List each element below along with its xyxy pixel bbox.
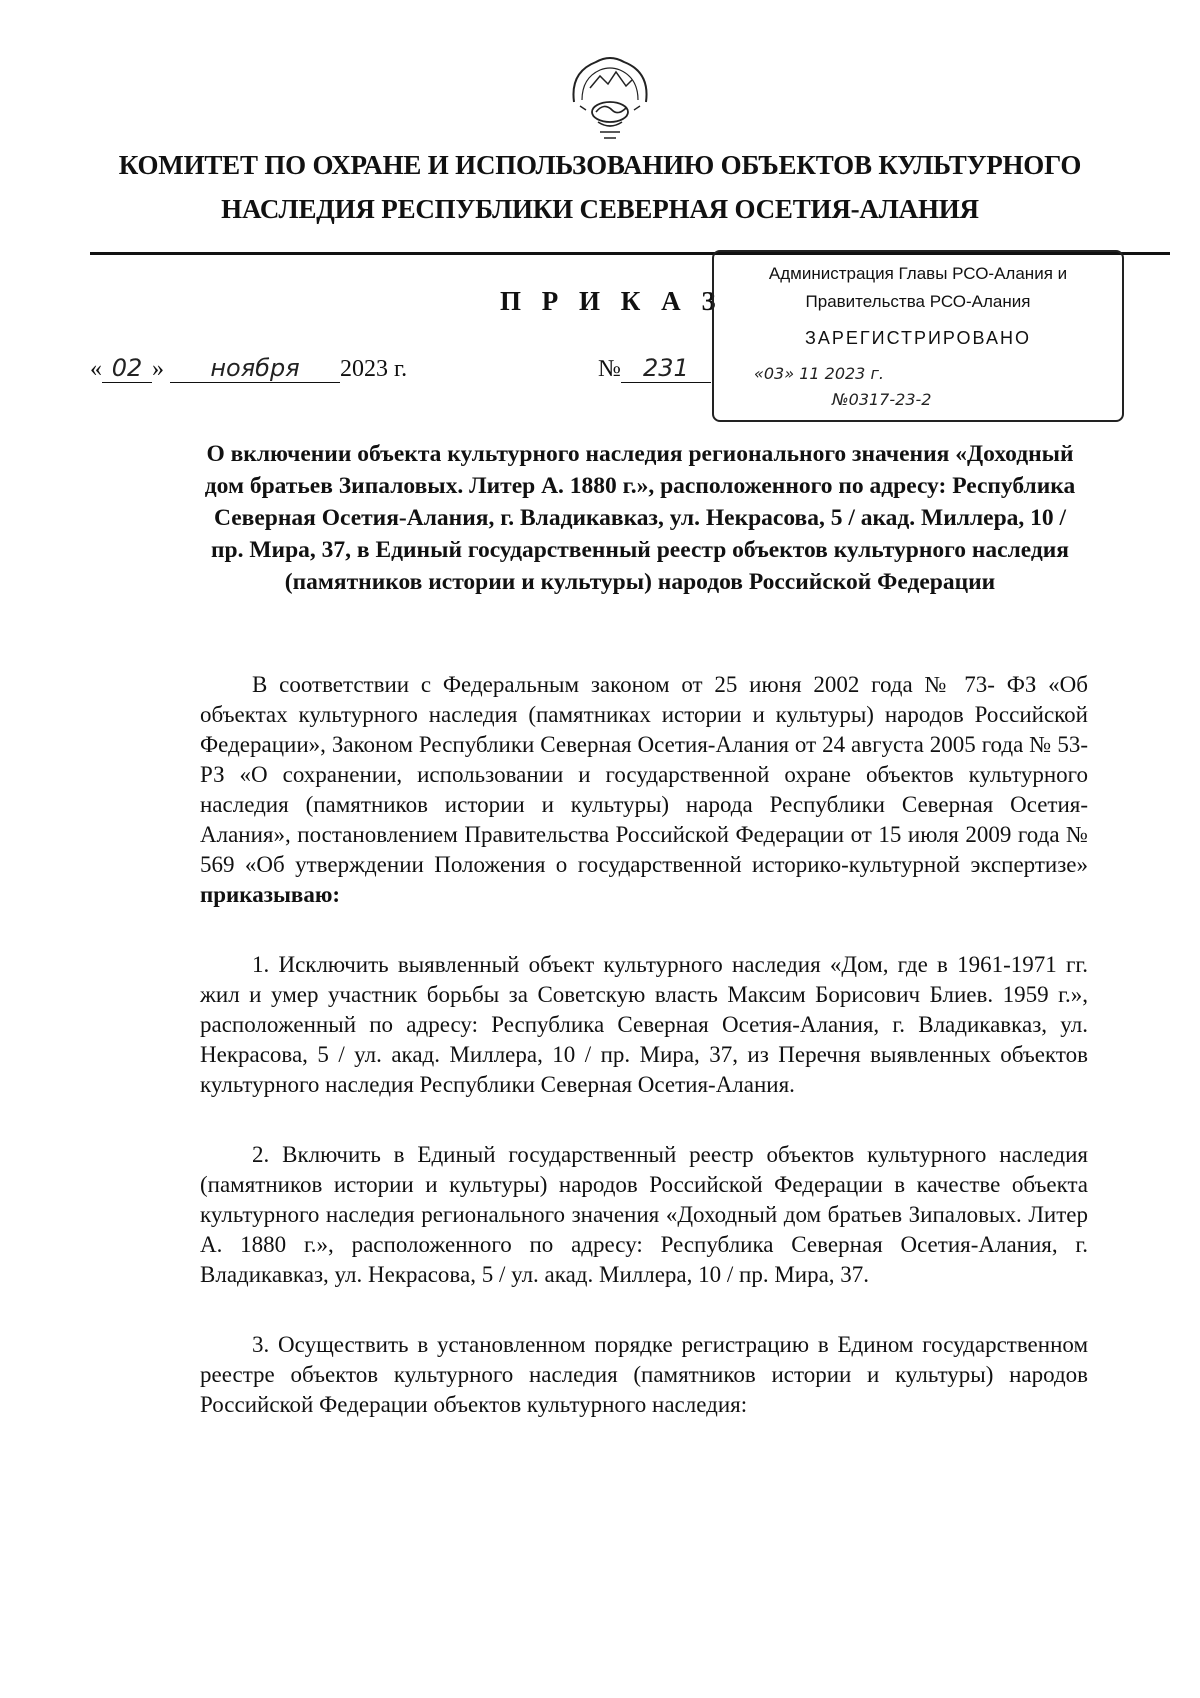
- stamp-registered-label: ЗАРЕГИСТРИРОВАНО: [805, 328, 1031, 348]
- preamble-paragraph: [200, 670, 1088, 910]
- organization-name-line-1: КОМИТЕТ ПО ОХРАНЕ И ИСПОЛЬЗОВАНИЮ ОБЪЕКТОВ КУЛЬТУРНОГО: [118, 150, 1082, 180]
- order-date: [90, 354, 407, 383]
- stamp-date: «03» 11 2023 г.: [754, 364, 884, 383]
- date-close-quote: »: [152, 356, 164, 382]
- order-number: [598, 354, 711, 383]
- date-day: 02: [102, 354, 152, 383]
- order-item-2-text: 2. Включить в Единый государственный реестр объектов культурного наследия (памятников истории и культуры) народов Российской Федерации в качестве объекта культурного наследия регионального значения «Доходный дом братьев Зипаловых. Литер А. 1880 г.», расположенного по адресу: Республика Северная Осетия-Алания, г. Владикавказ, ул. Некрасова, 5 / ул. акад. Миллера, 10 / пр. Мира, 37.: [200, 1142, 1088, 1287]
- date-year: 2023 г.: [340, 356, 408, 382]
- preamble-text: В соответствии с Федеральным законом от 25 июня 2002 года № 73- ФЗ «Об объектах культурного наследия (памятниках истории и культуры) народов Российской Федерации», Законом Республики Северная Осетия-Алания от 24 августа 2005 года № 53-РЗ «О сохранении, использовании и государственной охране объектов культурного наследия (памятников истории и культуры) народа Республики Северная Осетия-Алания», постановлением Правительства Российской Федерации от 15 июля 2009 года № 569 «Об утверждении Положения о государственной историко-культурной экспертизе»: [200, 672, 1088, 877]
- order-item-3: [200, 1330, 1088, 1420]
- order-item-2: [200, 1140, 1088, 1290]
- coat-of-arms-emblem: [560, 50, 660, 146]
- document-type-title: П Р И К А З: [500, 286, 723, 316]
- order-item-1-text: 1. Исключить выявленный объект культурного наследия «Дом, где в 1961-1971 гг. жил и умер участник борьбы за Советскую власть Максим Борисович Блиев. 1959 г.», расположенный по адресу: Республика Северная Осетия-Алания, г. Владикавказ, ул. Некрасова, 5 / ул. акад. Миллера, 10 / пр. Мира, 37, из Перечня выявленных объектов культурного наследия Республики Северная Осетия-Алания.: [200, 952, 1088, 1097]
- order-subject-heading: О включении объекта культурного наследия регионального значения «Доходный дом братьев Зипаловых. Литер А. 1880 г.», расположенного по адресу: Республика Северная Осетия-Алания, г. Владикавказ, ул. Некрасова, 5 / акад. Миллера, 10 / пр. Мира, 37, в Единый государственный реестр объектов культурного наследия (памятников истории и культуры) народов Российской Федерации: [204, 441, 1076, 595]
- organization-name-line-2: НАСЛЕДИЯ РЕСПУБЛИКИ СЕВЕРНАЯ ОСЕТИЯ-АЛАНИЯ: [221, 194, 979, 224]
- registration-stamp: [712, 250, 1124, 422]
- order-number-value: 231: [621, 354, 711, 383]
- stamp-line-1: Администрация Главы РСО-Алания и: [768, 264, 1068, 283]
- stamp-line-2: Правительства РСО-Алания: [805, 292, 1031, 311]
- date-month: ноября: [170, 354, 340, 383]
- date-open-quote: «: [90, 356, 102, 382]
- preamble-directive: приказываю:: [200, 882, 341, 907]
- order-item-1: [200, 950, 1088, 1100]
- stamp-number: №0317-23-2: [832, 390, 932, 409]
- order-item-3-text: 3. Осуществить в установленном порядке регистрацию в Едином государственном реестре объектов культурного наследия (памятников истории и культуры) народов Российской Федерации объектов культурного наследия:: [200, 1332, 1088, 1417]
- order-number-label: №: [598, 356, 621, 382]
